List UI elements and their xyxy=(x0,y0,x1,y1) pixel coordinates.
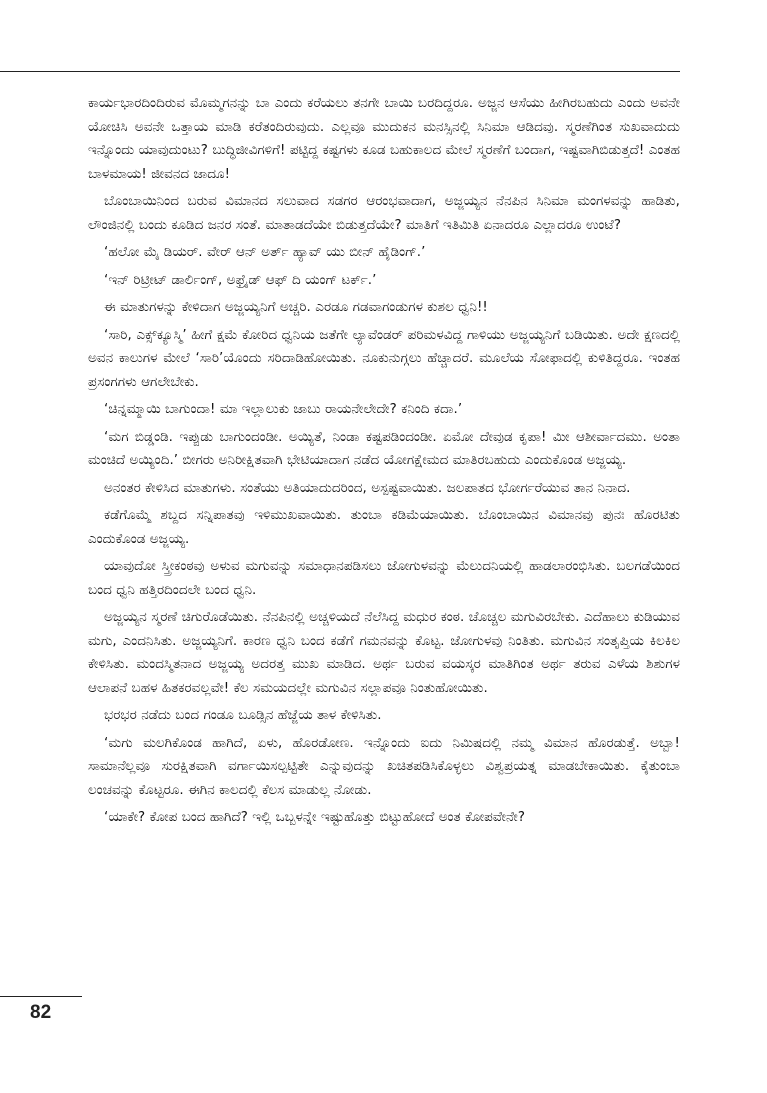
header-rule xyxy=(0,71,680,72)
paragraph: ಅಜ್ಜಯ್ಯನ ಸ್ಮರಣೆ ಚಿಗುರೊಡೆಯಿತು. ನೆನಪಿನಲ್ಲಿ ಅಚ್ಚಳಿಯದೆ ನೆಲೆಸಿದ್ದ ಮಧುರ ಕಂಠ. ಚೊಚ್ಚಲ ಮಗುವಿರಬೇಕು. ಎದೆಹಾಲು ಕುಡಿಯುವ ಮಗು, ಎಂದನಿಸಿತು. ಅಜ್ಜಯ್ಯನಿಗೆ. ಕಾರಣ ಧ್ವನಿ ಬಂದ ಕಡೆಗೆ ಗಮನವನ್ನು ಕೊಟ್ಟ. ಜೋಗುಳವು ನಿಂತಿತು. ಮಗುವಿನ ಸಂತೃಪ್ತಿಯ ಕಿಲಕಿಲ ಕೇಳಿಸಿತು. ಮಂದಸ್ಮಿತನಾದ ಅಜ್ಜಯ್ಯ ಅದರತ್ತ ಮುಖ ಮಾಡಿದ. ಅರ್ಥ ಬರುವ ವಯಸ್ಕರ ಮಾತಿಗಿಂತ ಅರ್ಥ ತರುವ ಎಳೆಯ ಶಿಶುಗಳ ಆಲಾಪನೆ ಬಹಳ ಹಿತಕರವಲ್ಲವೇ! ಕೆಲ ಸಮಯದಲ್ಲೇ ಮಗುವಿನ ಸಲ್ಲಾಪವೂ ನಿಂತುಹೋಯಿತು. xyxy=(88,610,680,696)
footer-rule xyxy=(0,996,82,997)
body-text xyxy=(88,92,680,834)
paragraph: ಅನಂತರ ಕೇಳಿಸಿದ ಮಾತುಗಳು. ಸಂತೆಯು ಅತಿಯಾದುದರಿಂದ, ಅಸ್ಪಷ್ಟವಾಯಿತು. ಜಲಪಾತದ ಭೋರ್ಗರೆಯುವ ತಾನ ನಿನಾದ. xyxy=(104,480,631,496)
paragraph: ಬೊಂಬಾಯಿನಿಂದ ಬರುವ ವಿಮಾನದ ಸಲುವಾದ ಸಡಗರ ಆರಂಭವಾದಾಗ, ಅಜ್ಜಯ್ಯನ ನೆನಪಿನ ಸಿನಿಮಾ ಮಂಗಳವನ್ನು ಹಾಡಿತು, ಲೌಂಜಿನಲ್ಲಿ ಬಂದು ಕೂಡಿದ ಜನರ ಸಂತೆ. ಮಾತಾಡದೆಯೇ ಬಿಡುತ್ತದೆಯೇ? ಮಾತಿಗೆ ಇತಿಮಿತಿ ಏನಾದರೂ ಎಲ್ಲಾದರೂ ಉಂಟೆ? xyxy=(88,194,680,233)
paragraph: ‘ಹಲೋ ಮೈ ಡಿಯರ್. ವೇರ್ ಆನ್ ಅರ್ತ್ ಹ್ಯಾವ್ ಯು ಬೀನ್ ಹೈಡಿಂಗ್.’ xyxy=(104,245,426,260)
paragraph: ‘ಇನ್ ರಿಟ್ರೀಟ್ ಡಾರ್ಲಿಂಗ್, ಅಫ್ರೈಡ್ ಆಫ್ ದಿ ಯಂಗ್ ಟರ್ಕ್.’ xyxy=(104,272,377,288)
paragraph: ಭರಭರ ನಡೆದು ಬಂದ ಗಂಡೂ ಬೂಡ್ಸಿನ ಹೆಜ್ಜೆಯ ತಾಳ ಕೇಳಿಸಿತು. xyxy=(104,708,382,723)
paragraph: ‘ಮಗ ಬಿಡ್ಡಂಡಿ. ಇಪ್ಪುಡು ಬಾಗುಂದಂಡೀ. ಅಯ್ಯಿತೆ, ನಿಂಡಾ ಕಷ್ಟಪಡಿಂದಂಡೀ. ಏಮೋ ದೇವುಡ ಕೃಪಾ! ಮೀ ಆಶೀರ್ವಾದಮು. ಅಂತಾ ಮಂಚಿದೆ ಅಯ್ಯಿಂದಿ.’ ಬೀಗರು ಅನಿರೀಕ್ಷಿತವಾಗಿ ಭೇಟಿಯಾದಾಗ ನಡೆದ ಯೋಗಕ್ಷೇಮದ ಮಾತಿರಬಹುದು ಎಂದುಕೊಂಡ ಅಜ್ಜಯ್ಯ. xyxy=(88,429,680,468)
paragraph: ‘ಸಾರಿ, ಎಕ್ಸ್‌ಕ್ಯೂಸ್ಮಿ’ ಹೀಗೆ ಕ್ಷಮೆ ಕೋರಿದ ಧ್ವನಿಯ ಜತೆಗೇ ಲ್ಯಾವೆಂಡರ್ ಪರಿಮಳವಿದ್ದ ಗಾಳಿಯು ಅಜ್ಜಯ್ಯನಿಗೆ ಬಡಿಯಿತು. ಅದೇ ಕ್ಷಣದಲ್ಲಿ ಅವನ ಕಾಲುಗಳ ಮೇಲೆ ‘ಸಾರಿ’ಯೊಂದು ಸರಿದಾಡಿಹೋಯಿತು. ನೂಕುನುಗ್ಗಲು ಹೆಚ್ಚಾದರೆ. ಮೂಲೆಯ ಸೋಫಾದಲ್ಲಿ ಕುಳಿತಿದ್ದರೂ. ಇಂತಹ ಪ್ರಸಂಗಗಳು ಆಗಲೇಬೇಕು. xyxy=(88,327,680,390)
paragraph: ‘ಮಗು ಮಲಗಿಕೊಂಡ ಹಾಗಿದೆ, ಏಳು, ಹೊರಡೋಣ. ಇನ್ನೊಂದು ಐದು ನಿಮಿಷದಲ್ಲಿ ನಮ್ಮ ವಿಮಾನ ಹೊರಡುತ್ತೆ. ಅಬ್ಬಾ! ಸಾಮಾನೆಲ್ಲವೂ ಸುರಕ್ಷಿತವಾಗಿ ವರ್ಗಾಯಿಸಲ್ಪಟ್ಟಿತೇ ಎನ್ನುವುದನ್ನು ಖಚಿತಪಡಿಸಿಕೊಳ್ಳಲು ವಿಶ್ವಪ್ರಯತ್ನ ಮಾಡಬೇಕಾಯಿತು. ಕೈತುಂಬಾ ಲಂಚವನ್ನು ಕೊಟ್ಟರೂ. ಈಗಿನ ಕಾಲದಲ್ಲಿ ಕೆಲಸ ಮಾಡುಲ್ಲ ನೋಡು. xyxy=(88,735,680,798)
paragraph: ಕಾರ್ಯಭಾರದಿಂದಿರುವ ಮೊಮ್ಮಗನನ್ನು ಬಾ ಎಂದು ಕರೆಯಲು ತನಗೇ ಬಾಯಿ ಬರದಿದ್ದರೂ. ಅಜ್ಜನ ಆಸೆಯು ಹೀಗಿರಬಹುದು ಎಂದು ಅವನೇ ಯೋಚಿಸಿ ಅವನೇ ಒತ್ತಾಯ ಮಾಡಿ ಕರೆತಂದಿರುವುದು. ಎಲ್ಲವೂ ಮುದುಕನ ಮನಸ್ಸಿನಲ್ಲಿ ಸಿನಿಮಾ ಆಡಿದವು. ಸ್ಮರಣೆಗಿಂತ ಸುಖವಾದುದು ಇನ್ನೊಂದು ಯಾವುದುಂಟು? ಬುದ್ಧಿಜೀವಿಗಳಿಗೆ! ಪಟ್ಟಿದ್ದ ಕಷ್ಟಗಳು ಕೂಡ ಬಹುಕಾಲದ ಮೇಲೆ ಸ್ಮರಣೆಗೆ ಬಂದಾಗ, ಇಷ್ಟವಾಗಿಬಿಡುತ್ತದೆ! ಎಂತಹ ಬಾಳಮಾಯ! ಜೀವನದ ಜಾದೂ! xyxy=(88,96,680,182)
paragraph: ‘ಯಾಕೇ? ಕೋಪ ಬಂದ ಹಾಗಿದೆ? ಇಲ್ಲಿ ಒಬ್ಬಳನ್ನೇ ಇಷ್ಟುಹೊತ್ತು ಬಿಟ್ಟುಹೋದೆ ಅಂತ ಕೋಪವೇನೇ? xyxy=(104,810,526,825)
paragraph: ಈ ಮಾತುಗಳನ್ನು ಕೇಳಿದಾಗ ಅಜ್ಜಯ್ಯನಿಗೆ ಅಚ್ಚರಿ. ಎರಡೂ ಗಡವಾಗಂಡುಗಳ ಕುಶಲ ಧ್ವನಿ!! xyxy=(104,300,488,315)
page-number: 82 xyxy=(30,1002,52,1023)
paragraph: ಕಡೆಗೊಮ್ಮೆ ಶಬ್ದದ ಸನ್ನಿಪಾತವು ಇಳಿಮುಖವಾಯಿತು. ತುಂಬಾ ಕಡಿಮೆಯಾಯಿತು. ಬೊಂಬಾಯಿನ ವಿಮಾನವು ಪುನಃ ಹೊರಟಿತು ಎಂದುಕೊಂಡ ಅಜ್ಜಯ್ಯ. xyxy=(88,508,680,547)
paragraph: ‘ಚಿನ್ನಮ್ಮಾಯಿ ಬಾಗುಂದಾ! ಮಾ ಇಲ್ಲಾಲುಕು ಜಾಬು ರಾಯನೇಲೇದೇ? ಕನಿಂದಿ ಕದಾ.’ xyxy=(104,402,463,417)
paragraph: ಯಾವುದೋ ಸ್ತ್ರೀಕಂಠವು ಅಳುವ ಮಗುವನ್ನು ಸಮಾಧಾನಪಡಿಸಲು ಜೋಗುಳವನ್ನು ಮೆಲುದನಿಯಲ್ಲಿ ಹಾಡಲಾರಂಭಿಸಿತು. ಬಲಗಡೆಯಿಂದ ಬಂದ ಧ್ವನಿ ಹತ್ತಿರದಿಂದಲೇ ಬಂದ ಧ್ವನಿ. xyxy=(88,559,680,598)
